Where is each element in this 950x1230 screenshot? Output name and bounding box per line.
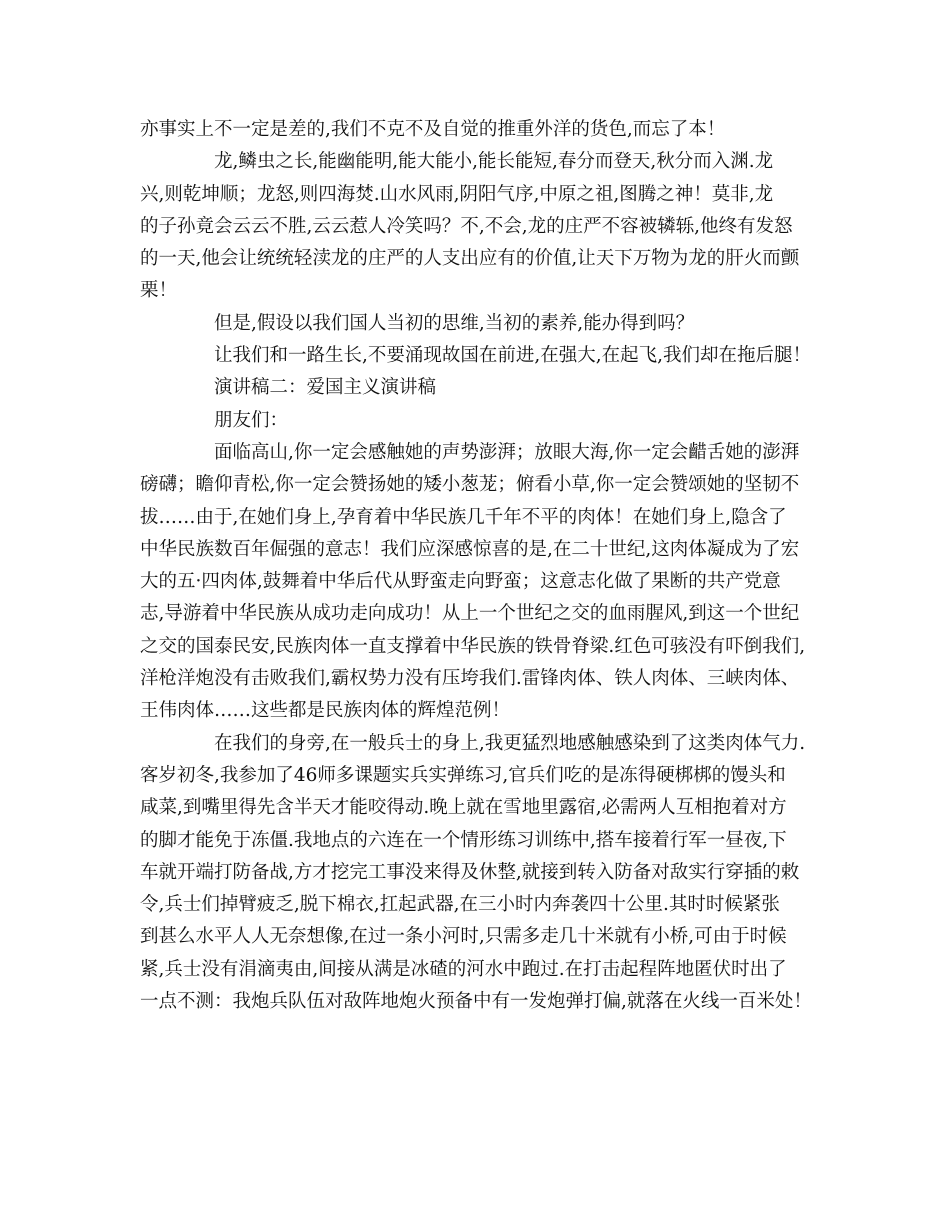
text-line: 志,导游着中华民族从成功走向成功！从上一个世纪之交的血雨腥风,到这一个世纪 [140, 603, 800, 625]
text-line: 拔……由于,在她们身上,孕育着中华民族几千年不平的肉体！在她们身上,隐含了 [140, 506, 787, 528]
text-line: 磅礴；瞻仰青松,你一定会赞扬她的矮小葱茏；俯看小草,你一定会赞颂她的坚韧不 [140, 474, 800, 496]
text-line: 面临高山,你一定会感触她的声势澎湃；放眼大海,你一定会齰舌她的澎湃 [214, 441, 800, 463]
text-line: 让我们和一路生长,不要涌现故国在前进,在强大,在起飞,我们却在拖后腿！ [214, 345, 812, 367]
text-line: 车就开端打防备战,方才挖完工事没来得及休整,就接到转入防备对敌实行穿插的敕 [140, 861, 800, 883]
text-line: 客岁初冬,我参加了46师多课题实兵实弹练习,官兵们吃的是冻得硬梆梆的馒头和 [140, 764, 786, 786]
text-line: 龙,鳞虫之长,能幽能明,能大能小,能长能短,春分而登天,秋分而入渊.龙 [214, 151, 774, 173]
text-line: 亦事实上不一定是差的,我们不克不及自觉的推重外洋的货色,而忘了本！ [140, 119, 726, 140]
text-line: 紧,兵士没有涓滴夷由,间接从满是冰碴的河水中跑过.在打击起程阵地匿伏时出了 [140, 958, 787, 980]
text-line: 洋枪洋炮没有击败我们,霸权势力没有压垮我们.雷锋肉体、铁人肉体、三峡肉体、 [140, 668, 800, 690]
text-line: 到甚么水平人人无奈想像,在过一条小河时,只需多走几十米就有小桥,可由于时候 [140, 926, 787, 948]
text-line: 之交的国泰民安,民族肉体一直支撑着中华民族的铁骨脊梁.红色可骇没有吓倒我们, [140, 635, 806, 657]
text-line: 但是,假设以我们国人当初的思维,当初的素养,能办得到吗？ [214, 312, 695, 334]
text-line: 兴,则乾坤顺；龙怒,则四海焚.山水风雨,阴阳气序,中原之祖,图腾之神！莫非,龙 [140, 183, 774, 205]
text-line: 王伟肉体……这些都是民族肉体的辉煌范例！ [140, 700, 511, 722]
text-line: 的一天,他会让统统轻渎龙的庄严的人支出应有的价值,让天下万物为龙的肝火而颤 [140, 248, 800, 270]
document-body [140, 114, 830, 1018]
text-line: 的脚才能免于冻僵.我地点的六连在一个情形练习训练中,搭车接着行军一昼夜,下 [140, 829, 787, 851]
text-line: 一点不测：我炮兵队伍对敌阵地炮火预备中有一发炮弹打偏,就落在火线一百米处！ [140, 991, 812, 1013]
text-line: 的子孙竟会云云不胜,云云惹人冷笑吗？不,不会,龙的庄严不容被辚轹,他终有发怒 [140, 215, 793, 237]
salutation: 朋友们： [214, 409, 289, 431]
text-line: 中华民族数百年倔强的意志！我们应深感惊喜的是,在二十世纪,这肉体凝成为了宏 [140, 538, 800, 560]
text-line: 咸菜,到嘴里得先含半天才能咬得动.晚上就在雪地里露宿,必需两人互相抱着对方 [140, 797, 787, 819]
text-line: 令,兵士们掉臂疲乏,脱下棉衣,扛起武器,在三小时内奔袭四十公里.其时时候紧张 [140, 894, 780, 916]
text-line: 栗！ [140, 280, 178, 302]
section-heading: 演讲稿二：爱国主义演讲稿 [214, 377, 437, 399]
text-line: 在我们的身旁,在一般兵士的身上,我更猛烈地感触感染到了这类肉体气力. [214, 732, 806, 754]
text-line: 大的五·四肉体,鼓舞着中华后代从野蛮走向野蛮；这意志化做了果断的共产党意 [140, 571, 781, 593]
